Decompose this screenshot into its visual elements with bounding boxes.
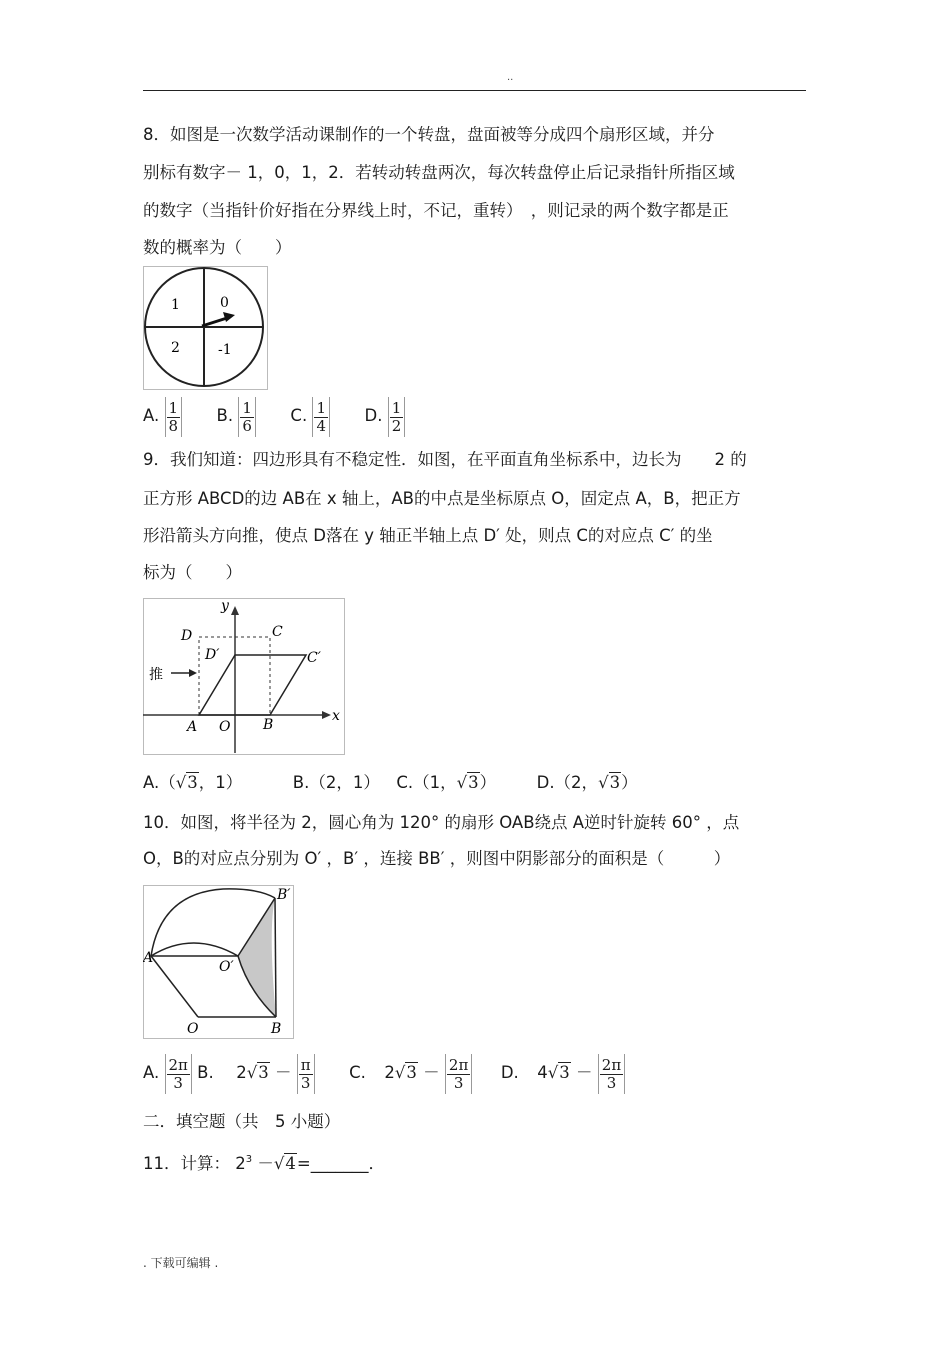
header-rule bbox=[143, 90, 806, 91]
q8-option-a-fraction bbox=[165, 397, 183, 437]
q10-b-label: B. bbox=[197, 1063, 214, 1082]
q10-c-minus: － bbox=[423, 1063, 440, 1082]
spinner-figure bbox=[143, 266, 269, 390]
label-Bp: B′ bbox=[277, 887, 291, 903]
q8-line-2: 别标有数字－ 1，0，1，2．若转动转盘两次，每次转盘停止后记录指针所指区域 bbox=[143, 163, 735, 182]
q8-option-b-fraction bbox=[238, 397, 256, 437]
q9-option-b[interactable]: B.（2，1） bbox=[292, 773, 380, 792]
q8-options bbox=[143, 396, 405, 437]
label-Cp: C′ bbox=[307, 650, 321, 666]
spinner-label-neg1: -1 bbox=[218, 342, 232, 358]
q10-b-coef: 2 bbox=[236, 1063, 247, 1082]
section2-title: 二．填空题（共 5 小题） bbox=[143, 1112, 341, 1131]
q8-line-3: 的数字（当指针价好指在分界线上时，不记，重转） ，则记录的两个数字都是正 bbox=[143, 201, 729, 220]
label-A: A bbox=[187, 719, 198, 735]
q9-line-3: 形沿箭头方向推，使点 D落在 y 轴正半轴上点 D′ 处，则点 C的对应点 C′ 的坐 bbox=[143, 526, 713, 545]
q10-a-num: 2π bbox=[168, 1055, 188, 1074]
q9-a-rad: 3 bbox=[187, 773, 198, 792]
q11-prefix: 11．计算： 2 bbox=[143, 1154, 246, 1173]
q9-line-4: 标为（ ） bbox=[143, 563, 242, 582]
q9-option-c[interactable] bbox=[396, 773, 496, 792]
q11-rad: 4 bbox=[285, 1154, 296, 1173]
q10-options bbox=[143, 1053, 625, 1094]
q10-option-d[interactable] bbox=[500, 1055, 625, 1092]
spinner-label-0: 0 bbox=[220, 295, 229, 311]
spinner-label-2: 2 bbox=[171, 340, 180, 356]
q9-c-pre: C.（1， bbox=[396, 773, 457, 792]
q9-c-sqrt: √3 bbox=[456, 773, 479, 792]
q9-line-1: 9．我们知道：四边形具有不稳定性．如图，在平面直角坐标系中，边长为 2 的 bbox=[143, 450, 747, 469]
q10-option-c[interactable] bbox=[349, 1055, 477, 1092]
q10-d-fraction bbox=[598, 1054, 625, 1094]
q10-a-label: A. bbox=[143, 1063, 160, 1082]
q8-option-a[interactable] bbox=[143, 398, 187, 435]
label-Dp: D′ bbox=[205, 647, 220, 663]
q10-line-1: 10．如图，将半径为 2，圆心角为 120° 的扇形 OAB绕点 A逆时针旋转 60° ，点 bbox=[143, 813, 740, 832]
q8-a-num: 1 bbox=[168, 398, 179, 417]
push-arrow-head bbox=[189, 669, 197, 677]
q10-option-a[interactable] bbox=[143, 1055, 197, 1092]
q9-a-post: ，1） bbox=[198, 773, 243, 792]
q9-figure-frame bbox=[144, 599, 345, 755]
q8-a-den: 8 bbox=[168, 416, 179, 435]
label-C: C bbox=[272, 624, 283, 640]
q10-b-fraction bbox=[297, 1054, 315, 1094]
q10-b-num: π bbox=[300, 1055, 311, 1074]
segment-bp-b bbox=[275, 898, 276, 1017]
q8-option-d-label: D. bbox=[364, 406, 383, 425]
q10-b-sqrt: √3 bbox=[246, 1063, 269, 1082]
q8-c-num: 1 bbox=[316, 398, 326, 417]
q8-option-c-label: C. bbox=[290, 406, 308, 425]
q9-option-a[interactable] bbox=[143, 773, 242, 792]
q10-option-b[interactable] bbox=[197, 1055, 320, 1092]
q10-c-num: 2π bbox=[448, 1055, 469, 1074]
arc-a-op bbox=[151, 943, 238, 956]
q8-d-den: 2 bbox=[391, 416, 402, 435]
pushed-parallelogram bbox=[199, 655, 306, 715]
q9-option-d[interactable] bbox=[537, 773, 638, 792]
sector-rotation-figure bbox=[143, 885, 295, 1040]
label-B: B bbox=[263, 717, 274, 733]
q9-options bbox=[143, 773, 638, 793]
q10-d-sqrt: √3 bbox=[547, 1063, 570, 1082]
label-Op: O′ bbox=[219, 959, 234, 975]
q8-option-c-fraction bbox=[312, 397, 330, 437]
q10-d-coef: 4 bbox=[537, 1063, 548, 1082]
q8-b-num: 1 bbox=[242, 398, 252, 417]
q8-option-c[interactable] bbox=[290, 398, 335, 435]
q8-c-den: 4 bbox=[316, 416, 326, 435]
label-O: O bbox=[219, 719, 231, 735]
label-O: O bbox=[187, 1021, 199, 1037]
q9-d-pre: D.（2， bbox=[536, 773, 599, 792]
q9-d-post: ） bbox=[621, 773, 638, 792]
label-push: 推 bbox=[149, 667, 163, 683]
spinner-label-1: 1 bbox=[171, 297, 180, 313]
q10-a-den: 3 bbox=[173, 1073, 183, 1092]
label-y: y bbox=[221, 598, 229, 614]
q11-suffix: =_______． bbox=[296, 1154, 385, 1173]
q10-c-sqrt: √3 bbox=[394, 1063, 417, 1082]
q10-d-minus: － bbox=[576, 1063, 593, 1082]
square-push-figure bbox=[143, 598, 346, 756]
q8-option-a-label: A. bbox=[143, 406, 160, 425]
q9-d-rad: 3 bbox=[609, 773, 621, 792]
label-x: x bbox=[332, 708, 340, 724]
shaded-region bbox=[238, 898, 276, 1017]
q11-exponent: 3 bbox=[245, 1154, 253, 1165]
q10-d-num: 2π bbox=[601, 1055, 622, 1074]
label-B: B bbox=[271, 1021, 282, 1037]
q10-d-den: 3 bbox=[606, 1073, 617, 1092]
q11-sqrt: √4 bbox=[273, 1154, 296, 1173]
header-mark: .. bbox=[507, 72, 514, 83]
q10-c-rad: 3 bbox=[406, 1063, 417, 1082]
q10-a-fraction bbox=[165, 1054, 192, 1094]
q10-c-label: C. bbox=[349, 1063, 366, 1082]
label-D: D bbox=[181, 628, 193, 644]
q8-option-b-label: B. bbox=[216, 406, 234, 425]
q10-c-coef: 2 bbox=[384, 1063, 395, 1082]
q9-c-rad: 3 bbox=[468, 773, 479, 792]
x-axis-arrow bbox=[322, 711, 331, 719]
q10-c-fraction bbox=[445, 1054, 472, 1094]
q11-minus: － bbox=[257, 1154, 274, 1173]
q8-option-d[interactable] bbox=[364, 398, 406, 435]
q10-b-rad: 3 bbox=[258, 1063, 269, 1082]
segment-a-o bbox=[151, 956, 198, 1017]
q8-line-1: 8．如图是一次数学活动课制作的一个转盘，盘面被等分成四个扇形区域，并分 bbox=[143, 125, 715, 144]
q9-d-sqrt: √3 bbox=[598, 773, 621, 792]
q8-d-num: 1 bbox=[391, 398, 402, 417]
q8-b-den: 6 bbox=[242, 416, 252, 435]
label-A: A bbox=[143, 950, 154, 966]
q9-c-post: ） bbox=[479, 773, 497, 792]
q10-b-den: 3 bbox=[300, 1073, 311, 1092]
q10-b-minus: － bbox=[275, 1063, 292, 1082]
q11-line bbox=[143, 1150, 385, 1174]
q10-c-den: 3 bbox=[453, 1073, 464, 1092]
q8-option-b[interactable] bbox=[216, 398, 262, 435]
q8-line-4: 数的概率为（ ） bbox=[143, 238, 292, 257]
q9-a-pre: A.（ bbox=[143, 773, 176, 792]
footer-text: . 下载可编辑 . bbox=[143, 1256, 219, 1270]
q10-d-label: D. bbox=[500, 1063, 519, 1082]
q8-option-d-fraction bbox=[388, 397, 406, 437]
q10-line-2: O，B的对应点分别为 O′ ，B′ ，连接 BB′ ，则图中阴影部分的面积是（ ） bbox=[143, 849, 731, 868]
q10-d-rad: 3 bbox=[559, 1063, 570, 1082]
q9-a-sqrt: √3 bbox=[175, 773, 198, 792]
q9-line-2: 正方形 ABCD的边 AB在 x 轴上，AB的中点是坐标原点 O，固定点 A，B，把正方 bbox=[143, 489, 741, 508]
y-axis-arrow bbox=[231, 606, 239, 615]
